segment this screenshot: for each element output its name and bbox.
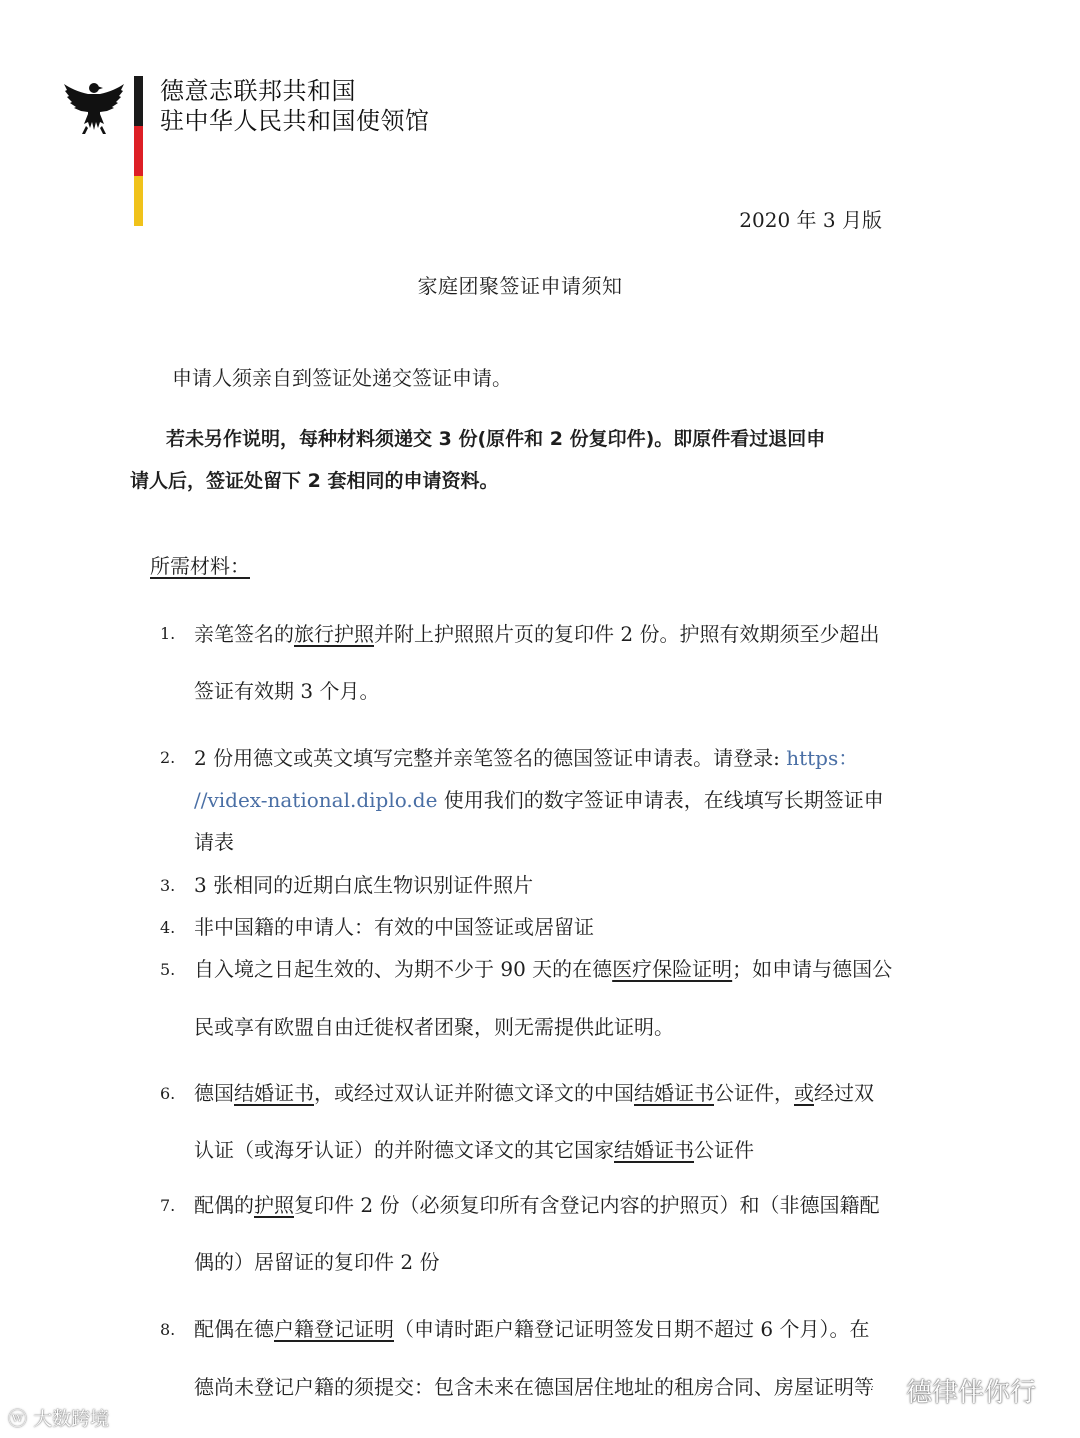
- watermark-right: 德律伴你行: [868, 1372, 1036, 1409]
- intro-line: 申请人须亲自到签证处递交签证申请。: [172, 366, 512, 390]
- required-materials-heading: 所需材料：: [150, 554, 250, 578]
- federal-eagle-logo: [64, 78, 124, 136]
- intro-bold-line1: 若未另作说明，每种材料须递交 3 份(原件和 2 份复印件)。即原件看过退回申: [166, 428, 826, 450]
- list-item-6-line1: 德国结婚证书，或经过双认证并附德文译文的中国结婚证书公证件，或经过双: [194, 1081, 874, 1105]
- watermark-left: ⓦ 大数跨境: [8, 1408, 110, 1430]
- list-item-7-line2: 偶的）居留证的复印件 2 份: [194, 1250, 440, 1274]
- health-insurance-term: 医疗保险证明: [612, 957, 733, 981]
- list-item-2-line2: //videx-national.diplo.de 使用我们的数字签证申请表，在线填写长期签证申: [194, 788, 884, 812]
- document-title: 家庭团聚签证申请须知: [417, 274, 623, 298]
- list-item-2-line3: 请表: [194, 830, 234, 854]
- org-name-line1: 德意志联邦共和国: [160, 77, 356, 105]
- org-name-line2: 驻中华人民共和国使领馆: [160, 107, 430, 135]
- list-item-number: 2.: [160, 748, 176, 767]
- list-item-2-line1: 2 份用德文或英文填写完整并亲笔签名的德国签证申请表。请登录: https：: [194, 746, 859, 770]
- intro-bold-line2: 请人后，签证处留下 2 套相同的申请资料。: [130, 470, 499, 492]
- list-item-number: 4.: [160, 918, 176, 937]
- list-item-number: 3.: [160, 876, 176, 895]
- passport-term: 旅行护照: [294, 622, 374, 646]
- list-item-number: 1.: [160, 624, 176, 643]
- list-item-number: 5.: [160, 960, 176, 979]
- flag-stripe-black: [134, 76, 143, 126]
- list-item-1-line1: 亲笔签名的旅行护照并附上护照照片页的复印件 2 份。护照有效期须至少超出: [194, 622, 880, 646]
- weibo-icon: ⓦ: [8, 1408, 28, 1430]
- list-item-6-line2: 认证（或海牙认证）的并附德文译文的其它国家结婚证书公证件: [194, 1138, 754, 1162]
- document-version-date: 2020 年 3 月版: [739, 208, 882, 232]
- list-item-7-line1: 配偶的护照复印件 2 份（必须复印所有含登记内容的护照页）和（非德国籍配: [194, 1193, 880, 1217]
- list-item-number: 7.: [160, 1196, 176, 1215]
- list-item-5-line1: 自入境之日起生效的、为期不少于 90 天的在德医疗保险证明；如申请与德国公: [194, 957, 893, 981]
- videx-link-part2[interactable]: //videx-national.diplo.de: [194, 788, 438, 812]
- list-item-number: 6.: [160, 1084, 176, 1103]
- list-item-8-line2: 德尚未登记户籍的须提交：包含未来在德国居住地址的租房合同、房屋证明等: [194, 1375, 874, 1399]
- list-item-4-line1: 非中国籍的申请人：有效的中国签证或居留证: [194, 915, 594, 939]
- wechat-icon: [868, 1379, 902, 1405]
- list-item-5-line2: 民或享有欧盟自由迁徙权者团聚，则无需提供此证明。: [194, 1015, 674, 1039]
- flag-stripe-red: [134, 126, 143, 176]
- list-item-1-line2: 签证有效期 3 个月。: [194, 679, 380, 703]
- german-flag-bar: [134, 76, 143, 226]
- list-item-number: 8.: [160, 1320, 176, 1339]
- list-item-8-line1: 配偶在德户籍登记证明（申请时距户籍登记证明签发日期不超过 6 个月）。在: [194, 1317, 870, 1341]
- flag-stripe-gold: [134, 176, 143, 226]
- list-item-3-line1: 3 张相同的近期白底生物识别证件照片: [194, 873, 534, 897]
- videx-link-part1[interactable]: https：: [786, 746, 859, 770]
